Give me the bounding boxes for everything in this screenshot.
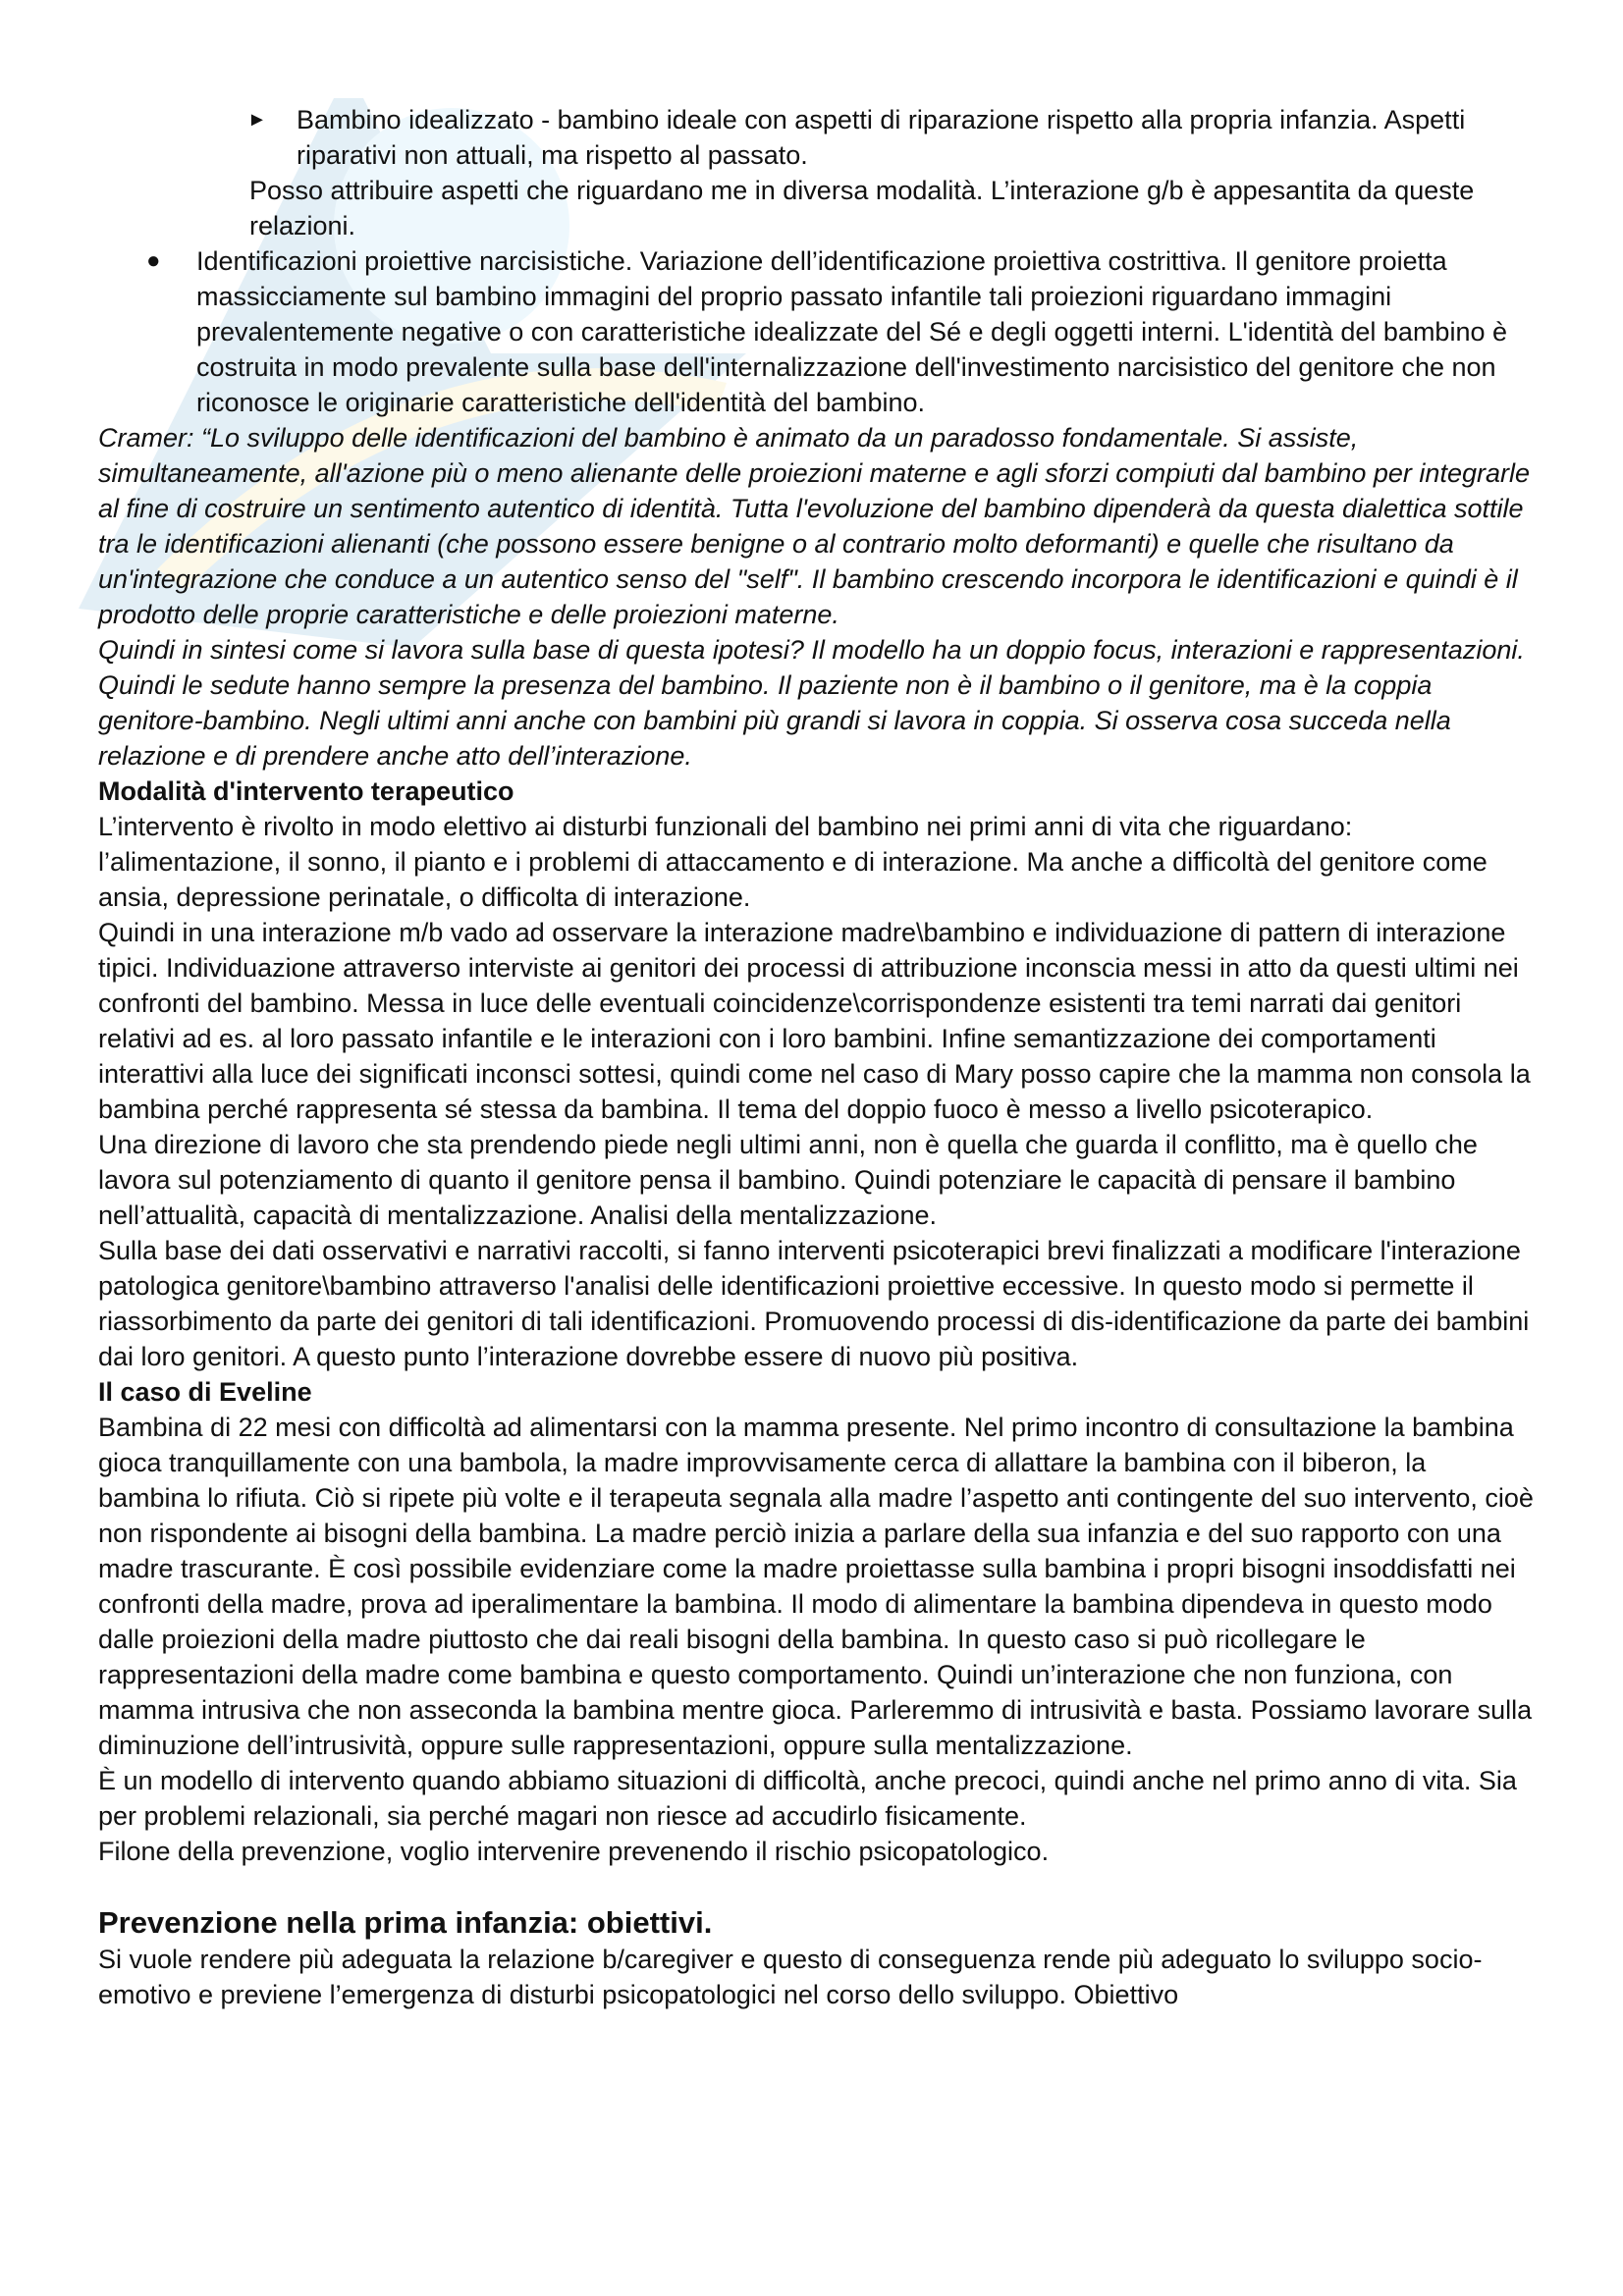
- paragraph: Si vuole rendere più adeguata la relazione b/caregiver e questo di conseguenza rende più adeguato lo sviluppo socio-emotivo e previene l’emergenza di disturbi psicopatologici nel corso dello sviluppo. Obiettivo: [98, 1945, 1483, 2009]
- section-heading-modalita: Modalità d'intervento terapeutico: [98, 776, 514, 806]
- dot-bullet-icon: ●: [146, 247, 161, 274]
- section-heading-eveline: Il caso di Eveline: [98, 1377, 312, 1407]
- paragraph: Quindi in una interazione m/b vado ad osservare la interazione madre\bambino e individuazione di pattern di interazione tipici. Individuazione attraverso interviste ai genitori dei processi di attribuzione inconscia messi in atto da questi ultimi nei confronti del bambino. Messa in luce delle eventuali coincidenze\corrispondenze esistenti tra temi narrati dai genitori relativi ad es. al loro passato infantile e le interazioni con i loro bambini. Infine semantizzazione dei comportamenti interattivi alla luce dei significati inconsci sottesi, quindi come nel caso di Mary posso capire che la mamma non consola la bambina perché rappresenta sé stessa da bambina. Il tema del doppio fuoco è messo a livello psicoterapico.: [98, 918, 1531, 1124]
- paragraph: Una direzione di lavoro che sta prendendo piede negli ultimi anni, non è quella che guarda il conflitto, ma è quello che lavora sul potenziamento di quanto il genitore pensa il bambino. Quindi potenziare le capacità di pensare il bambino nell’attualità, capacità di mentalizzazione. Analisi della mentalizzazione.: [98, 1130, 1478, 1230]
- bullet-item-text: Bambino idealizzato - bambino ideale con aspetti di riparazione rispetto alla propria infanzia. Aspetti riparativi non attuali, ma rispetto al passato.: [297, 105, 1466, 170]
- triangle-bullet-icon: ►: [247, 109, 267, 131]
- cramer-quote: Cramer: “Lo sviluppo delle identificazioni del bambino è animato da un paradosso fondamentale. Si assiste, simultaneamente, all'azione più o meno alienante delle proiezioni materne e agli sforzi compiuti dal bambino per integrarle al fine di costruire un sentimento autentico di identità. Tutta l'evoluzione del bambino dipenderà da questa dialettica sottile tra le identificazioni alienanti (che possono essere benigne o al contrario molto deformanti) e quelle che risultano da un'integrazione che conduce a un autentico senso del "self". Il bambino crescendo incorpora le identificazioni e quindi è il prodotto delle proprie caratteristiche e delle proiezioni materne.: [98, 423, 1530, 629]
- paragraph: È un modello di intervento quando abbiamo situazioni di difficoltà, anche precoci, quindi anche nel primo anno di vita. Sia per problemi relazionali, sia perché magari non riesce ad accudirlo fisicamente.: [98, 1766, 1517, 1831]
- bullet-item-continuation: Posso attribuire aspetti che riguardano me in diversa modalità. L’interazione g/b è appesantita da queste relazioni.: [249, 176, 1475, 240]
- summary-paragraph: Quindi in sintesi come si lavora sulla base di questa ipotesi? Il modello ha un doppio focus, interazioni e rappresentazioni. Quindi le sedute hanno sempre la presenza del bambino. Il paziente non è il bambino o il genitore, ma è la coppia genitore-bambino. Negli ultimi anni anche con bambini più grandi si lavora in coppia. Si osserva cosa succeda nella relazione e di prendere anche atto dell’interazione.: [98, 635, 1525, 771]
- document-page: [98, 102, 1534, 2012]
- paragraph: Sulla base dei dati osservativi e narrativi raccolti, si fanno interventi psicoterapici brevi finalizzati a modificare l'interazione patologica genitore\bambino attraverso l'analisi delle identificazioni proiettive eccessive. In questo modo si permette il riassorbimento da parte dei genitori di tali identificazioni. Promuovendo processi di dis-identificazione da parte dei bambini dai loro genitori. A questo punto l’interazione dovrebbe essere di nuovo più positiva.: [98, 1236, 1530, 1371]
- list-item-text: Identificazioni proiettive narcisistiche. Variazione dell’identificazione proiettiva costrittiva. Il genitore proietta massicciamente sul bambino immagini del proprio passato infantile tali proiezioni riguardano immagini prevalentemente negative o con caratteristiche idealizzate del Sé e degli oggetti interni. L'identità del bambino è costruita in modo prevalente sulla base dell'internalizzazione dell'investimento narcisistico del genitore che non riconosce le originarie caratteristiche dell'identità del bambino.: [196, 246, 1507, 417]
- section-heading-prevenzione: Prevenzione nella prima infanzia: obiettivi.: [98, 1905, 713, 1940]
- paragraph: Filone della prevenzione, voglio intervenire prevenendo il rischio psicopatologico.: [98, 1837, 1050, 1866]
- paragraph: L’intervento è rivolto in modo elettivo ai disturbi funzionali del bambino nei primi anni di vita che riguardano: l’alimentazione, il sonno, il pianto e i problemi di attaccamento e di interazione. Ma anche a difficoltà del genitore come ansia, depressione perinatale, o difficolta di interazione.: [98, 812, 1488, 912]
- bullet-item-bambino-idealizzato: [98, 102, 1534, 173]
- list-item-identificazioni: [98, 243, 1534, 420]
- paragraph: Bambina di 22 mesi con difficoltà ad alimentarsi con la mamma presente. Nel primo incontro di consultazione la bambina gioca tranquillamente con una bambola, la madre improvvisamente cerca di allattare la bambina con il biberon, la bambina lo rifiuta. Ciò si ripete più volte e il terapeuta segnala alla madre l’aspetto anti contingente del suo intervento, cioè non rispondente ai bisogni della bambina. La madre perciò inizia a parlare della sua infanzia e del suo rapporto con una madre trascurante. È così possibile evidenziare come la madre proiettasse sulla bambina i propri bisogni insoddisfatti nei confronti della madre, prova ad iperalimentare la bambina. Il modo di alimentare la bambina dipendeva in questo modo dalle proiezioni della madre piuttosto che dai reali bisogni della bambina. In questo caso si può ricollegare le rappresentazioni della madre come bambina e questo comportamento. Quindi un’interazione che non funziona, con mamma intrusiva che non asseconda la bambina mentre gioca. Parleremmo di intrusività e basta. Possiamo lavorare sulla diminuzione dell’intrusività, oppure sulle rappresentazioni, oppure sulla mentalizzazione.: [98, 1413, 1534, 1760]
